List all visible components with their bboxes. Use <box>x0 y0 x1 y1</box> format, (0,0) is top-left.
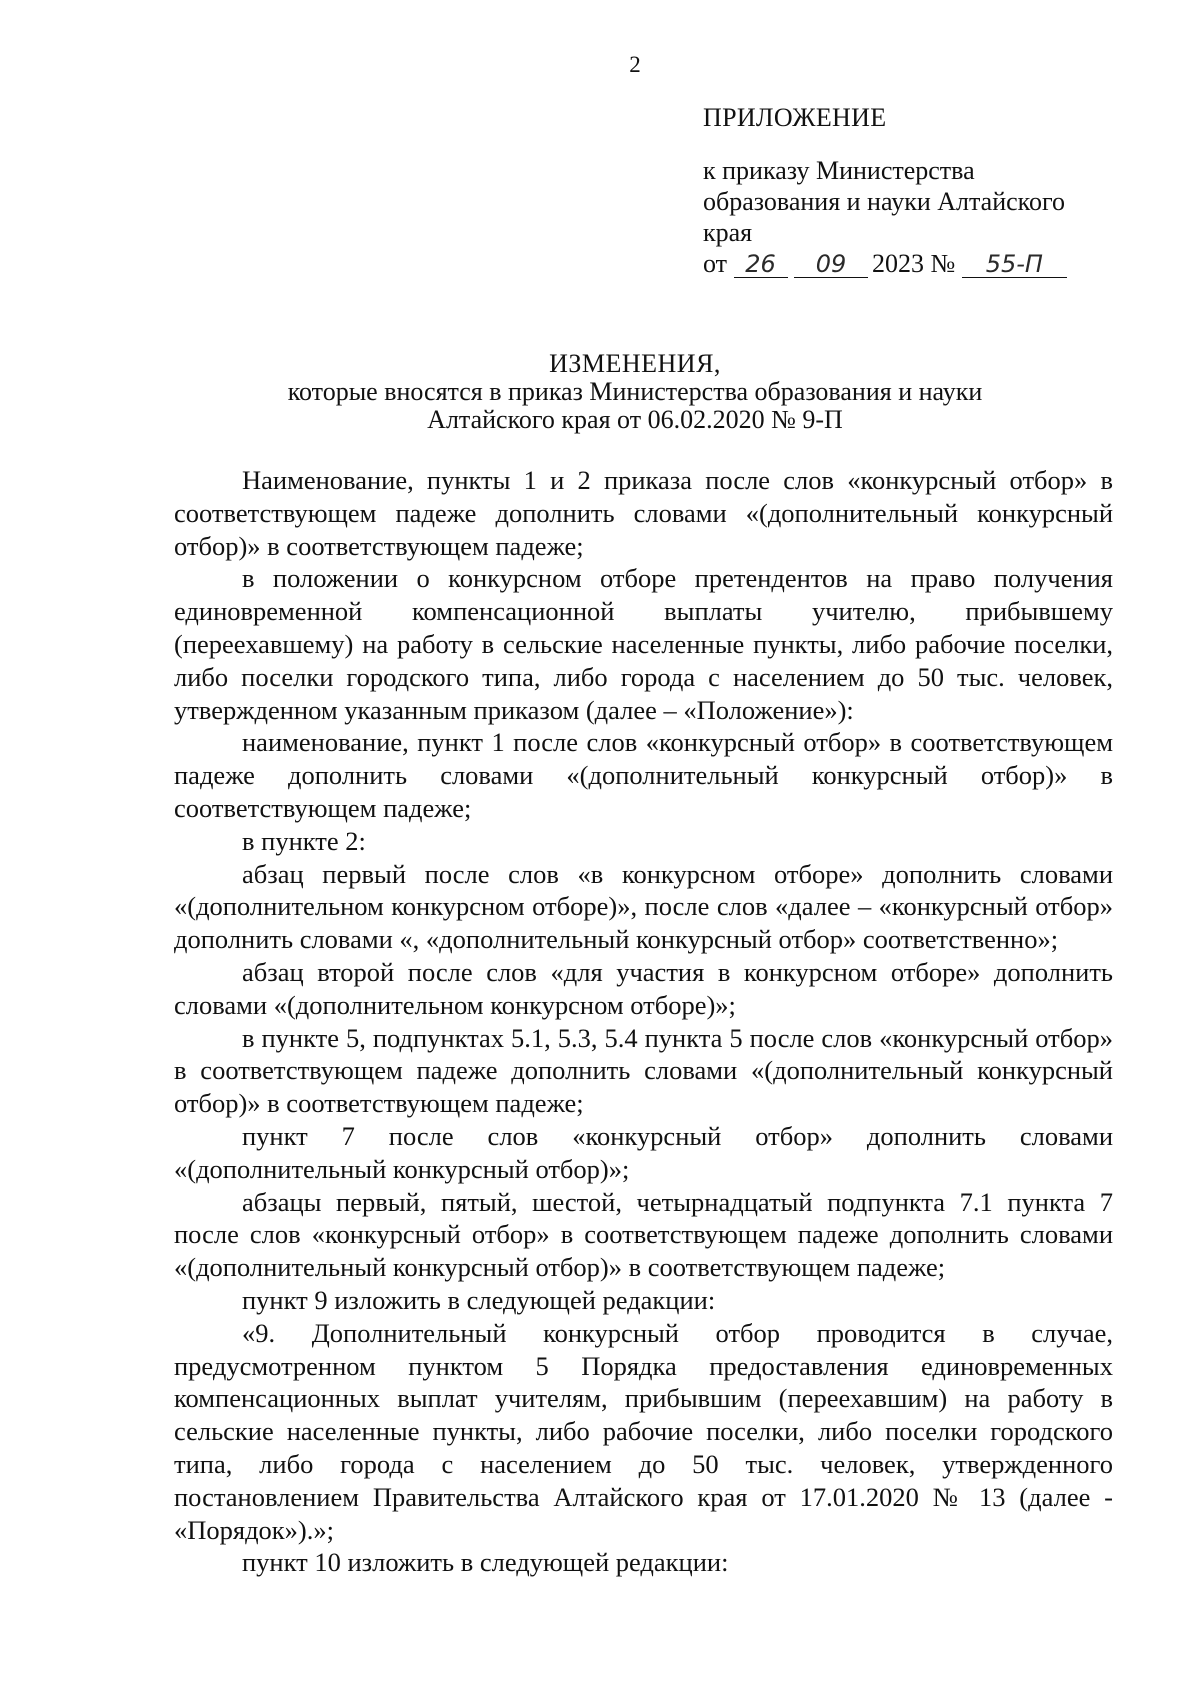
paragraph: абзац первый после слов «в конкурсном отборе» дополнить словами «(дополнительном конкурсном отборе)», после слов «далее – «конкурсный отбор» дополнить словами «, «дополнительный конкурсный отбор» соответственно»; <box>174 858 1113 955</box>
document-heading <box>0 350 1200 434</box>
paragraph: абзацы первый, пятый, шестой, четырнадцатый подпункта 7.1 пункта 7 после слов «конкурсный отбор» в соответствующем падеже дополнить словами «(дополнительный конкурсный отбор)» в соответствующем падеже; <box>174 1186 1113 1283</box>
paragraph: «9. Дополнительный конкурсный отбор проводится в случае, предусмотренном пунктом 5 Порядка предоставления единовременных компенсационных выплат учителям, прибывшим (переехавшим) на работу в сельские населенные пункты, либо рабочие поселки, либо поселки городского типа, либо города с населением до 50 тыс. человек, утвержденного постановлением Правительства Алтайского края от 17.01.2020 № 13 (далее - «Порядок»).»; <box>174 1317 1113 1545</box>
paragraph: пункт 7 после слов «конкурсный отбор» дополнить словами «(дополнительный конкурсный отбор)»; <box>174 1120 1113 1184</box>
appendix-line-3: края <box>703 218 753 247</box>
appendix-block <box>703 102 1173 279</box>
appendix-title: ПРИЛОЖЕНИЕ <box>703 103 887 132</box>
paragraph: пункт 10 изложить в следующей редакции: <box>242 1547 729 1578</box>
document-body <box>174 464 1113 1579</box>
paragraph: в положении о конкурсном отборе претендентов на право получения единовременной компенсационной выплаты учителю, прибывшему (переехавшему) на работу в сельские населенные пункты, либо рабочие поселки, либо поселки городского типа, либо города с населением до 50 тыс. человек, утвержденном указанным приказом (далее – «Положение»): <box>174 563 1113 725</box>
paragraph: в пункте 5, подпунктах 5.1, 5.3, 5.4 пункта 5 после слов «конкурсный отбор» в соответствующем падеже дополнить словами «(дополнительный конкурсный отбор)» в соответствующем падеже; <box>174 1022 1113 1119</box>
date-prefix: от <box>703 249 728 278</box>
handwritten-month: 09 <box>794 251 868 278</box>
paragraph: в пункте 2: <box>242 825 366 856</box>
appendix-date-line <box>703 248 1173 279</box>
heading-line-1: которые вносятся в приказ Министерства образования и науки <box>287 377 983 406</box>
handwritten-day: 26 <box>734 251 788 278</box>
page-number: 2 <box>629 52 641 77</box>
date-year-number-label: 2023 № <box>872 249 956 278</box>
appendix-line-2: образования и науки Алтайского <box>703 187 1065 216</box>
paragraph: Наименование, пункты 1 и 2 приказа после слов «конкурсный отбор» в соответствующем падеже дополнить словами «(дополнительный конкурсный отбор)» в соответствующем падеже; <box>174 465 1113 561</box>
heading-line-2: Алтайского края от 06.02.2020 № 9-П <box>427 405 843 434</box>
paragraph: абзац второй после слов «для участия в конкурсном отборе» дополнить словами «(дополнительном конкурсном отборе)»; <box>174 956 1113 1020</box>
handwritten-order-number: 55-П <box>962 251 1067 278</box>
paragraph: пункт 9 изложить в следующей редакции: <box>242 1284 716 1315</box>
appendix-line-1: к приказу Министерства <box>703 156 975 185</box>
heading-title: ИЗМЕНЕНИЯ, <box>549 349 721 378</box>
paragraph: наименование, пункт 1 после слов «конкурсный отбор» в соответствующем падеже дополнить словами «(дополнительный конкурсный отбор)» в соответствующем падеже; <box>174 727 1113 823</box>
